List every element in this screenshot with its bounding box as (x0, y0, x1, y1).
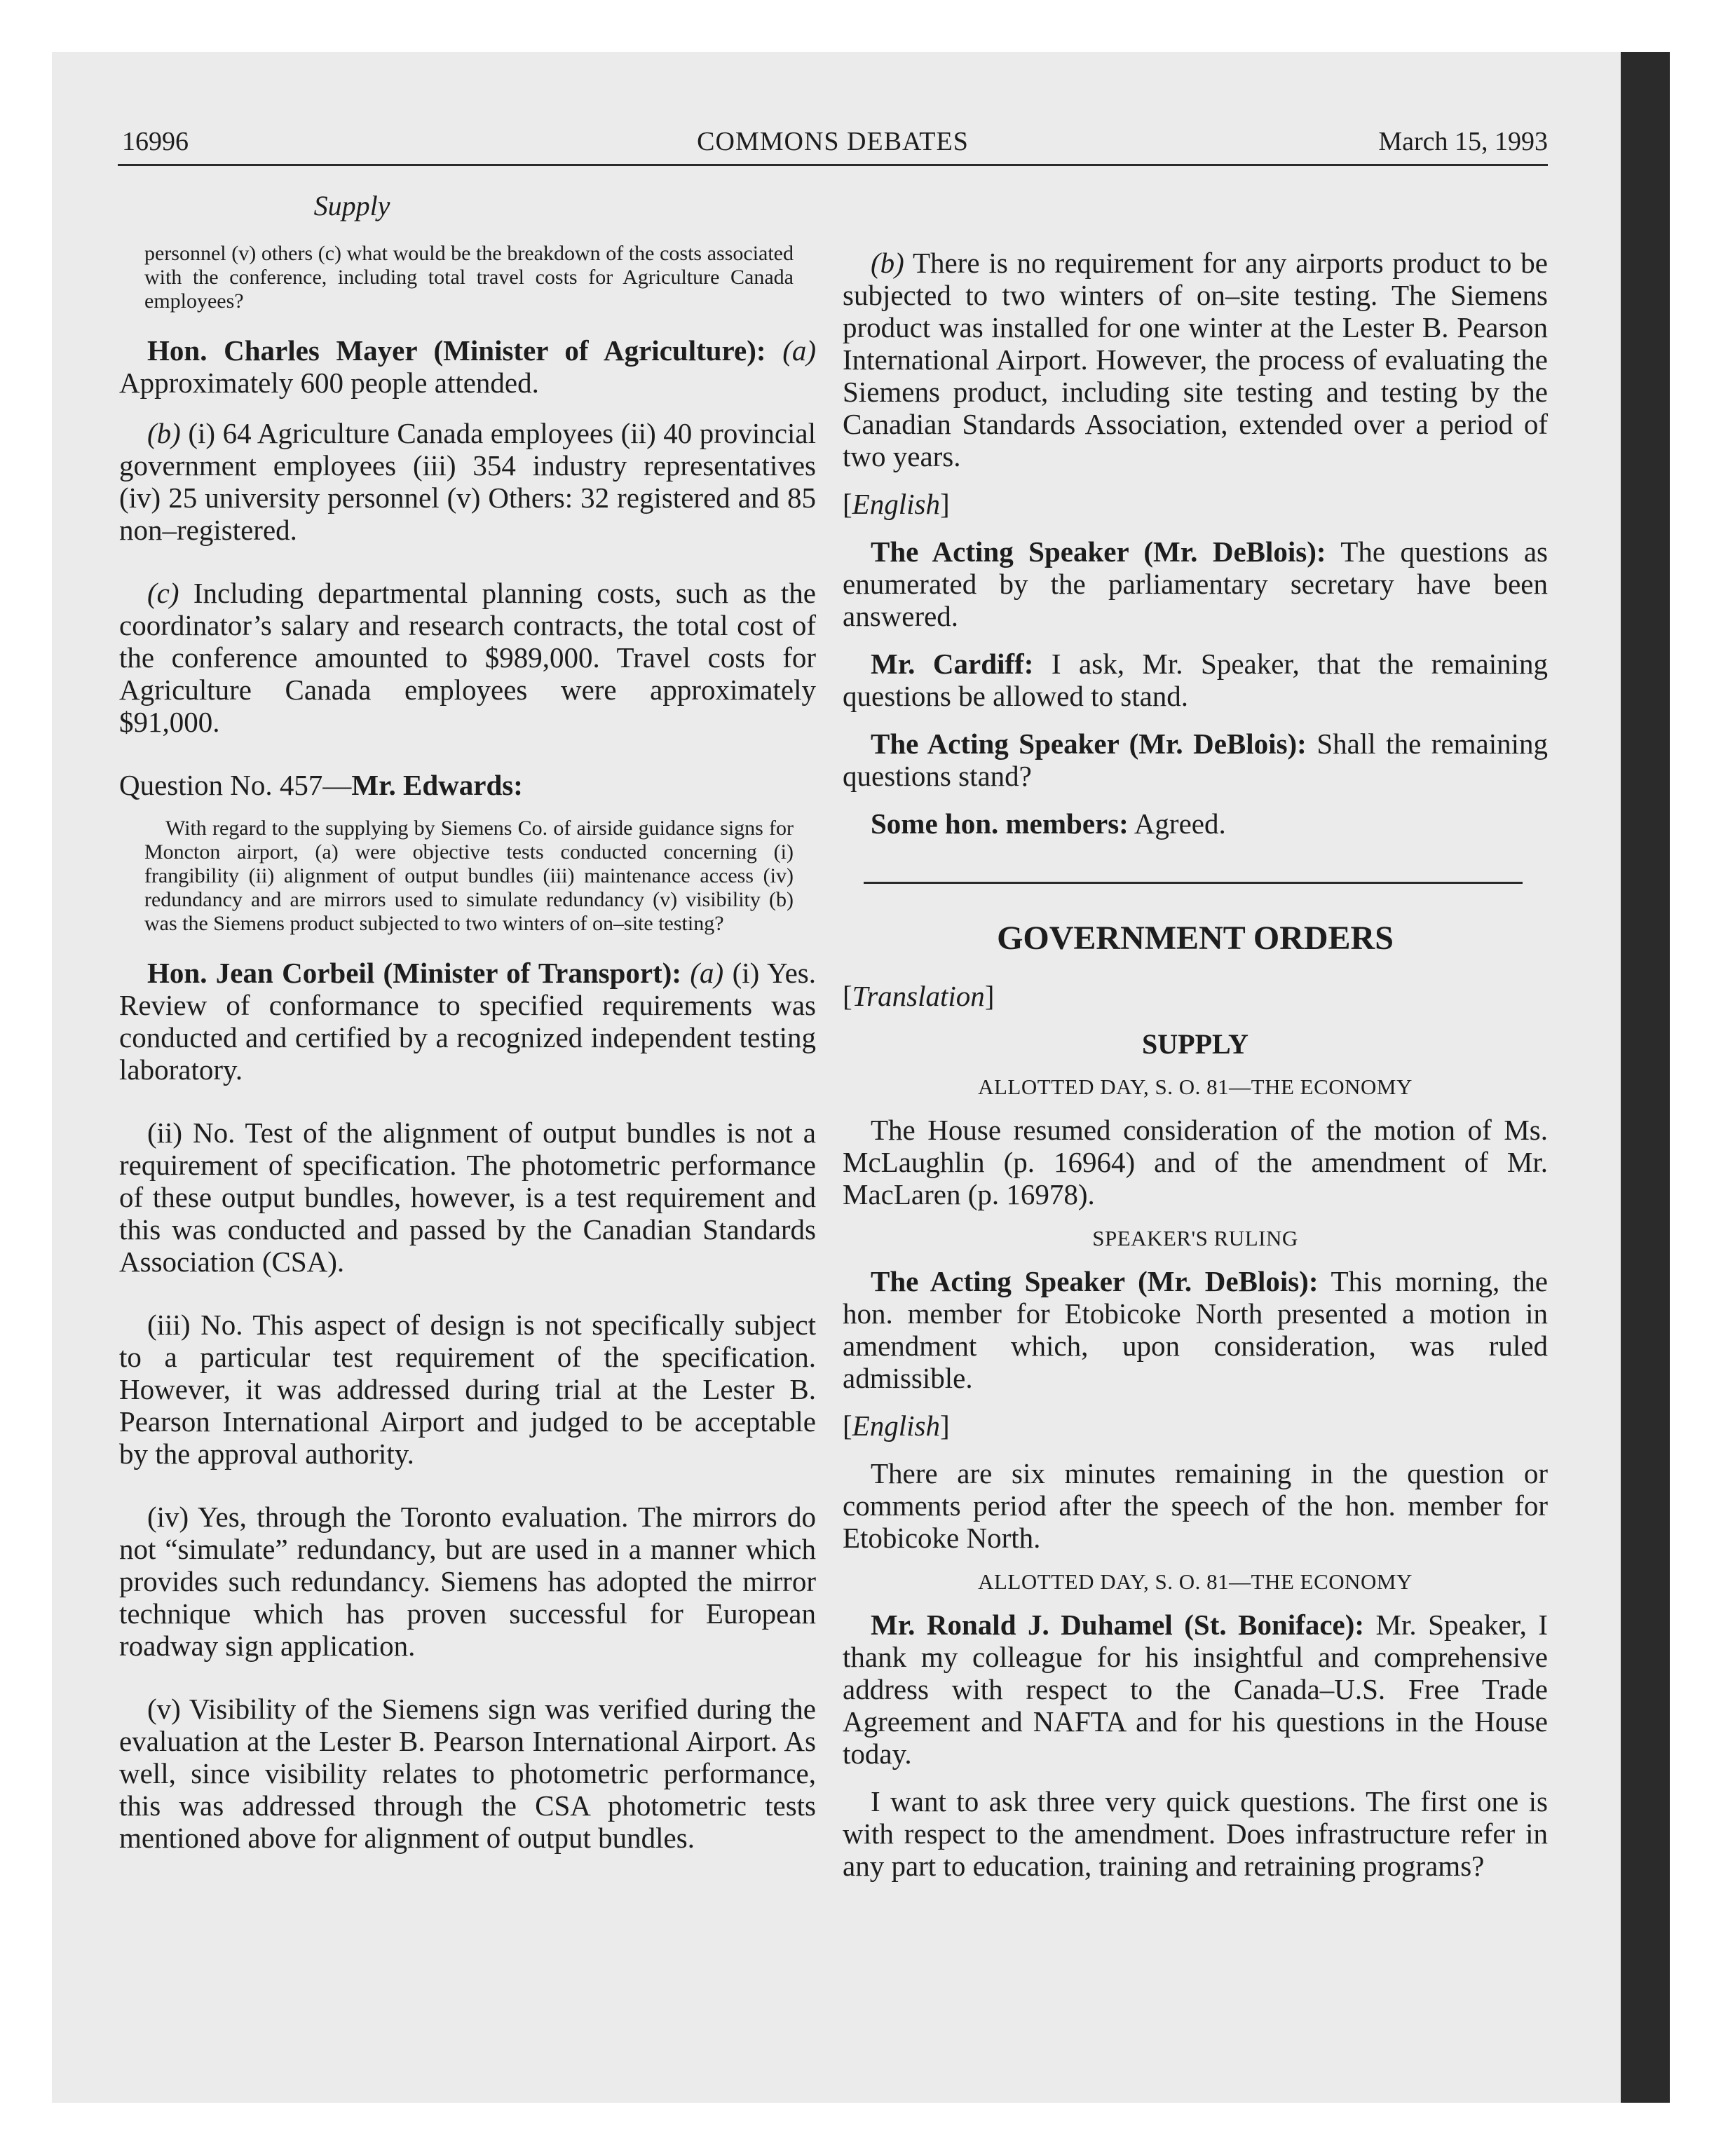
section-divider (864, 882, 1523, 884)
scan-edge-shadow (1621, 52, 1670, 2103)
right-column (843, 247, 1548, 1897)
paragraph (843, 1609, 1548, 1770)
running-head: Supply (313, 190, 390, 221)
paragraph-text: Including departmental planning costs, such as the coordinator’s salary and research contracts, the total cost of the conference amounted to $989,000. Travel costs for Agriculture Canada employees were approximately $91,000. (119, 577, 816, 738)
paragraph: The House resumed consideration of the motion of Ms. McLaughlin (p. 16964) and of the amendment of Mr. MacLaren (p. 16978). (843, 1114, 1548, 1210)
speaker-name: Mr. Cardiff: (871, 648, 1034, 680)
paragraph (843, 535, 1548, 632)
paragraph (843, 648, 1548, 712)
left-column (119, 189, 816, 1869)
paragraph: (iv) Yes, through the Toronto evaluation. The mirrors do not “simulate” redundancy, but are used in a manner which provides such redundancy. Siemens has adopted the mirror technique which has proven successful for European roadway sign application. (119, 1501, 816, 1662)
question-text-continued: personnel (v) others (c) what would be the breakdown of the costs associated with the conference, including total travel costs for Agriculture Canada employees? (144, 242, 794, 313)
allotted-day-heading: ALLOTTED DAY, S. O. 81—THE ECONOMY (978, 1074, 1413, 1099)
section-heading: GOVERNMENT ORDERS (997, 920, 1394, 957)
paragraph-text: Agreed. (1134, 807, 1226, 840)
paragraph (119, 577, 816, 738)
paragraph: (v) Visibility of the Siemens sign was verified during the evaluation at the Lester B. Pearson International Airport. As well, since visibility relates to photometric performance, this was addressed through the CSA photometric tests mentioned above for alignment of output bundles. (119, 1693, 816, 1854)
paragraph (843, 1265, 1548, 1394)
item-label: (b) (871, 247, 904, 279)
paragraph-text: Mr. Speaker, I thank my colleague for his insightful and comprehensive address with respect to the Canada–U.S. Free Trade Agreement and NAFTA and for his questions in the House today. (843, 1609, 1548, 1770)
subsection-heading: SUPPLY (1142, 1028, 1248, 1060)
paragraph (843, 807, 1548, 840)
speaker-name: The Acting Speaker (Mr. DeBlois): (871, 728, 1307, 760)
paragraph-text: (i) Yes. Review of conformance to specified requirements was conducted and certified by a recognized independent testing laboratory. (119, 957, 816, 1086)
member-name: Mr. Edwards: (351, 769, 523, 801)
language-marker: [English] (843, 1410, 950, 1442)
paragraph-text: There is no requirement for any airports product to be subjected to two winters of on–site testing. The Siemens product was installed for one winter at the Lester B. Pearson International Airport. However, the process of evaluating the Siemens product, including site testing and testing by the Canadian Standards Association, extended over a period of two years. (843, 247, 1549, 472)
paragraph: I want to ask three very quick questions. The first one is with respect to the amendment. Does infrastructure refer in any part to education, training and retraining programs? (843, 1785, 1548, 1882)
question-text: With regard to the supplying by Siemens Co. of airside guidance signs for Moncton airport, (a) were objective tests conducted concerning (i) frangibility (ii) alignment of output bundles (iii) maintenance access (iv) redundancy and are mirrors used to simulate redundancy (v) visibility (b) was the Siemens product subjected to two winters of on–site testing? (144, 817, 794, 935)
paragraph-text: Approximately 600 people attended. (119, 367, 539, 399)
page-header (118, 121, 1548, 166)
speaker-name: Hon. Jean Corbeil (Minister of Transport): (147, 957, 682, 989)
paragraph (119, 417, 816, 546)
ruling-heading: SPEAKER'S RULING (1092, 1226, 1298, 1250)
language-marker: [English] (843, 488, 950, 520)
language-name: English (852, 1410, 940, 1442)
paragraph (119, 957, 816, 1086)
speaker-name: Some hon. members: (871, 807, 1129, 840)
item-label: (a) (782, 334, 817, 367)
language-name: Translation (852, 980, 985, 1012)
paragraph (119, 334, 816, 399)
item-label: (c) (147, 577, 179, 609)
page-date: March 15, 1993 (1378, 127, 1548, 156)
item-label: (b) (147, 417, 181, 449)
speaker-name: The Acting Speaker (Mr. DeBlois): (871, 1265, 1319, 1297)
question-heading (119, 769, 816, 801)
paragraph: There are six minutes remaining in the question or comments period after the speech of the hon. member for Etobicoke North. (843, 1457, 1548, 1554)
paragraph-text: The questions as enumerated by the parliamentary secretary have been answered. (843, 535, 1548, 632)
page-number: 16996 (122, 127, 189, 156)
language-name: English (852, 488, 940, 520)
allotted-day-heading: ALLOTTED DAY, S. O. 81—THE ECONOMY (978, 1569, 1413, 1594)
paragraph-text: I ask, Mr. Speaker, that the remaining questions be allowed to stand. (843, 648, 1549, 712)
paragraph-text: This morning, the hon. member for Etobicoke North presented a motion in amendment which, upon consideration, was ruled admissible. (843, 1265, 1548, 1394)
paragraph-text: (i) 64 Agriculture Canada employees (ii) 40 provincial government employees (iii) 354 industry representatives (iv) 25 university personnel (v) Others: 32 registered and 85 non–registered. (119, 417, 816, 546)
paragraph: (ii) No. Test of the alignment of output bundles is not a requirement of specification. The photometric performance of these output bundles, however, is a test requirement and this was conducted and passed by the Canadian Standards Association (CSA). (119, 1117, 816, 1278)
speaker-name: Hon. Charles Mayer (Minister of Agriculture): (147, 334, 766, 367)
paragraph: (iii) No. This aspect of design is not specifically subject to a particular test requirement of the specification. However, it was addressed during trial at the Lester B. Pearson International Airport and judged to be acceptable by the approval authority. (119, 1309, 816, 1470)
publication-title: COMMONS DEBATES (697, 127, 969, 156)
paragraph (843, 247, 1548, 472)
paragraph (843, 728, 1548, 792)
item-label: (a) (690, 957, 724, 989)
language-marker: [Translation] (843, 980, 995, 1012)
question-number: Question No. 457— (119, 769, 352, 801)
speaker-name: The Acting Speaker (Mr. DeBlois): (871, 535, 1326, 568)
speaker-name: Mr. Ronald J. Duhamel (St. Boniface): (871, 1609, 1365, 1641)
paragraph-text: Shall the remaining questions stand? (843, 728, 1549, 792)
